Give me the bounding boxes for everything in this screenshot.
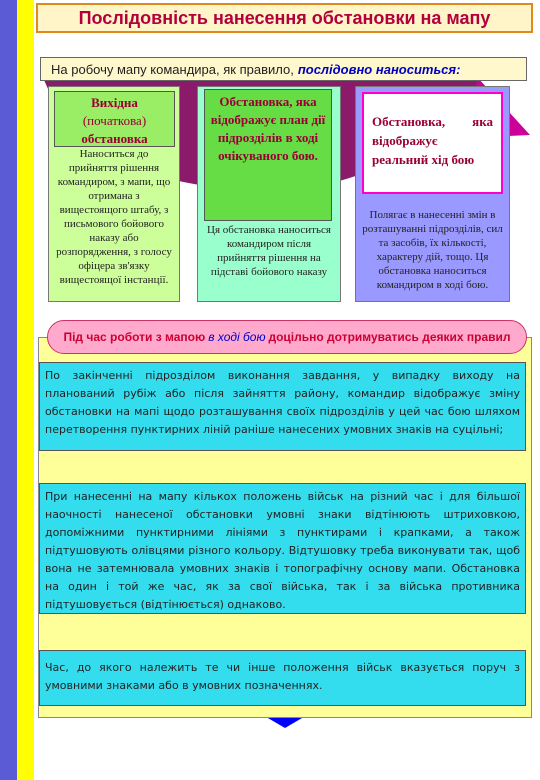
- rules-header-part2: доцільно дотримуватись деяких правил: [268, 330, 511, 344]
- column-text: Полягає в нанесенні змін в розташуванні підрозділів, сил та засобів, їх кількості, характеру дій, тощо. Ця обстановка наноситься командиром в ході бою.: [362, 209, 503, 291]
- heading-planned-situation: Обстановка, яка відображує план дії підрозділів в ході очікуваного бою.: [204, 89, 332, 221]
- rules-header-italic: в ході бою: [208, 330, 266, 344]
- rules-header: [47, 320, 527, 354]
- rules-header-part1: Під час роботи з мапою: [63, 330, 206, 344]
- heading-initial-situation: [54, 91, 175, 147]
- column-text: Ця обстановка наноситься командиром після прийняття рішення на підставі бойового наказу: [207, 224, 331, 278]
- intro-text: На робочу мапу командира, як правило,: [51, 61, 294, 77]
- heading-line: обстановка: [81, 131, 148, 146]
- rule-box-2: При нанесенні на мапу кількох положень військ на різний час і для більшої наочності нанесеної обстановки умовні знаки відтінюють штриховкою, допоміжними пунктирними лініями з пунктирами і крапками, а також підтушовують олівцями різного кольору. Відтушовку треба виконувати так, щоб вона не затемнювала умовних знаків і топографічну основу мапи. Обстановка на один і той же час, як за свої війська, так і за війська противника підтушовується (відтінюється) однаково.: [39, 483, 526, 614]
- rule-box-1: По закінченні підрозділом виконання завдання, у випадку виходу на планований рубіж або після зайняття району, командир відображує зміну обстановки на мапі щодо розташування своїх підрозділів у цей час бою шляхом перетворення пунктирних ліній раніше нанесених умовних знаків на суцільні;: [39, 362, 526, 451]
- page-title: Послідовність нанесення обстановки на мапу: [36, 3, 533, 33]
- intro-emphasis: послідовно наноситься:: [297, 61, 461, 77]
- rule-box-3: Час, до якого належить те чи інше положення військ вказується поруч з умовними знаками або в умовних позначеннях.: [39, 650, 526, 706]
- column-text: Наноситься до прийняття рішення командиром, з мапи, що отримана з вищестоящого штабу, з письмового бойового наказу або розпорядження, з голосу офіцера зв'язку вищестоящої інстанції.: [56, 148, 172, 286]
- heading-line: (початкова): [82, 113, 147, 128]
- heading-actual-situation: Обстановка, яка відображує реальний хід бою: [362, 92, 503, 194]
- heading-line: Вихідна: [91, 95, 138, 110]
- intro-banner: [40, 57, 527, 81]
